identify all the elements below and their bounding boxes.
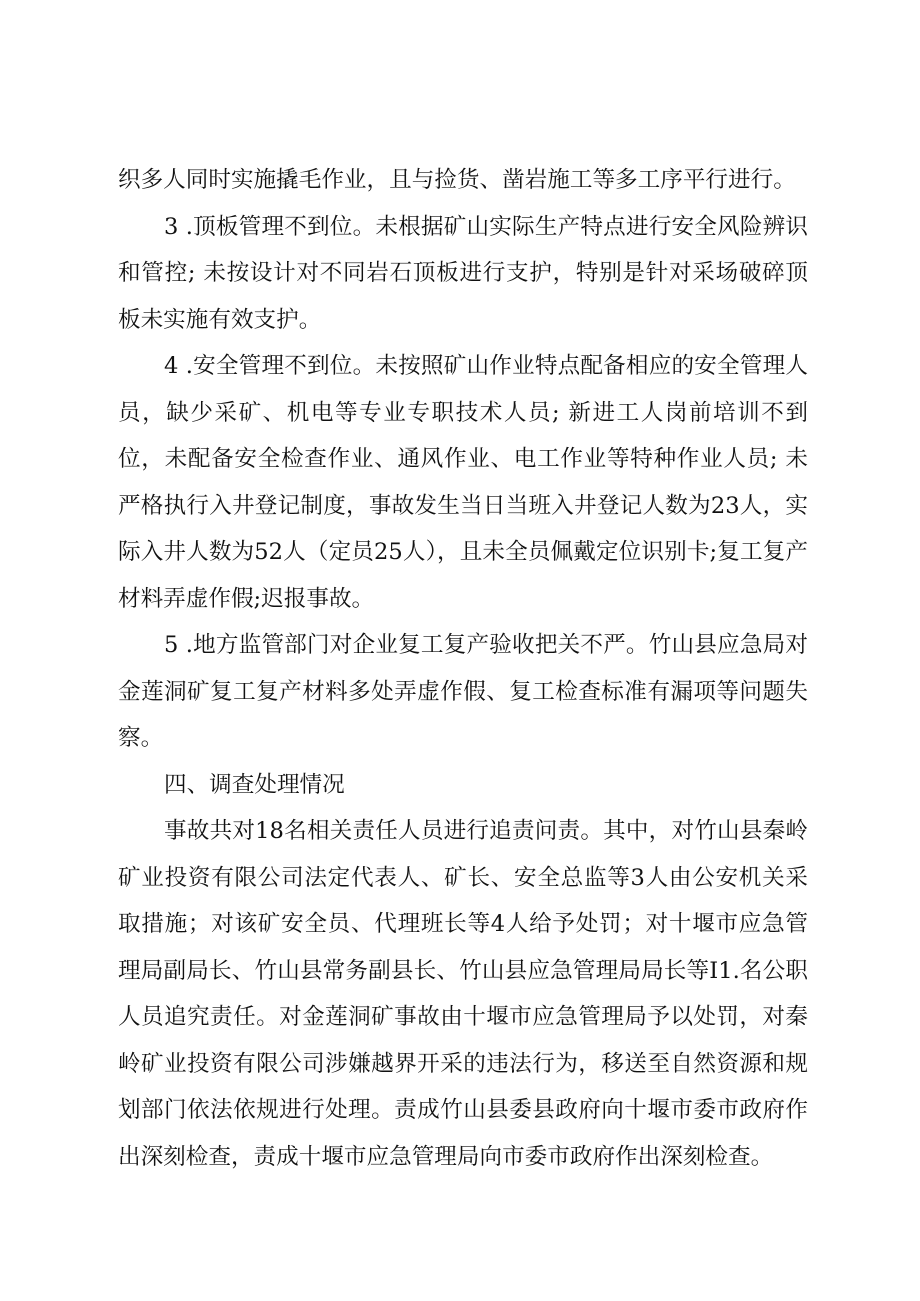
section-heading-investigation: 四、调查处理情况 <box>164 771 345 798</box>
document-page <box>118 157 808 1180</box>
paragraph-investigation-body: 事故共对18名相关责任人员进行追责问责。其中，对竹山县秦岭矿业投资有限公司法定代表人、矿长、安全总监等3人由公安机关采取措施；对该矿安全员、代理班长等4人给予处罚；对十堰市应急管理局副局长、竹山县常务副县长、竹山县应急管理局局长等I1.名公职人员追究责任。对金莲洞矿事故由十堰市应急管理局予以处罚，对秦岭矿业投资有限公司涉嫌越界开采的违法行为，移送至自然资源和规划部门依法依规进行处理。责成竹山县委县政府向十堰市委市政府作出深刻检查，责成十堰市应急管理局向市委市政府作出深刻检查。 <box>118 818 808 1170</box>
paragraph-item-4: 4 .安全管理不到位。未按照矿山作业特点配备相应的安全管理人员，缺少采矿、机电等专业专职技术人员; 新进工人岗前培训不到位，未配备安全检查作业、通风作业、电工作业等特种作业人员; 未严格执行入井登记制度，事故发生当日当班入井登记人数为23人，实际入井人数为52人（定员25人），且未全员佩戴定位识别卡;复工复产材料弄虚作假;迟报事故。 <box>118 353 808 612</box>
paragraph-continuation: 织多人同时实施撬毛作业，且与捡货、凿岩施工等多工序平行进行。 <box>118 167 796 193</box>
paragraph-item-5: 5 .地方监管部门对企业复工复产验收把关不严。竹山县应急局对金莲洞矿复工复产材料多处弄虚作假、复工检查标准有漏项等问题失察。 <box>118 632 808 751</box>
paragraph-item-3: 3 .顶板管理不到位。未根据矿山实际生产特点进行安全风险辨识和管控; 未按设计对不同岩石顶板进行支护，特别是针对采场破碎顶板未实施有效支护。 <box>118 213 808 333</box>
